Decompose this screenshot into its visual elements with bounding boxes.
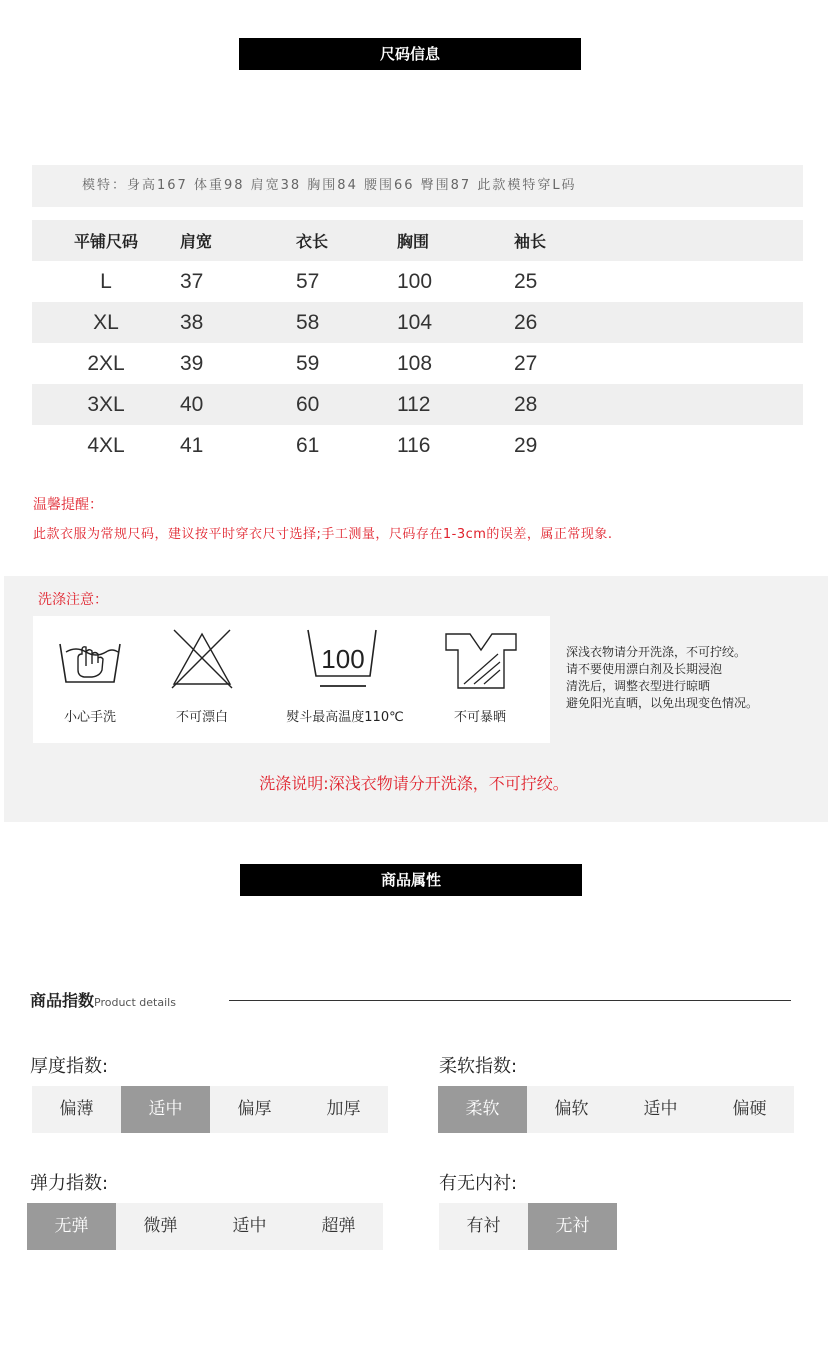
reminder-text: 此款衣服为常规尺码，建议按平时穿衣尺寸选择;手工测量，尺码存在1-3cm的误差，属正常现象. <box>33 527 613 542</box>
cell-shoulder: 40 <box>180 392 204 416</box>
washing-note: 清洗后，调整衣型进行晾晒 <box>566 679 711 693</box>
cell-sleeve: 25 <box>514 269 538 293</box>
table-row <box>32 384 803 425</box>
thickness-option-thick[interactable]: 偏厚 <box>210 1086 299 1133</box>
cell-sleeve: 27 <box>514 351 538 375</box>
softness-title-text: 柔软指数 <box>439 1056 511 1077</box>
header-length: 衣长 <box>296 232 329 251</box>
elasticity-option-medium[interactable]: 适中 <box>205 1203 294 1250</box>
details-title-en: Product details <box>94 996 176 1009</box>
thickness-title-colon: : <box>102 1056 109 1077</box>
cell-chest: 112 <box>397 392 431 416</box>
table-row <box>32 302 803 343</box>
cell-sleeve: 29 <box>514 433 538 457</box>
reminder-title: 温馨提醒： <box>33 497 103 513</box>
cell-shoulder: 38 <box>180 310 204 334</box>
table-row <box>32 261 803 302</box>
header-chest: 胸围 <box>397 232 430 251</box>
washing-title: 洗涤注意： <box>38 592 108 608</box>
elasticity-option-slight[interactable]: 微弹 <box>116 1203 205 1250</box>
cell-shoulder: 37 <box>180 269 204 293</box>
lining-options <box>439 1203 617 1250</box>
softness-option-hard[interactable]: 偏硬 <box>705 1086 794 1133</box>
cell-size: 3XL <box>87 392 125 416</box>
cell-chest: 100 <box>397 269 433 293</box>
cell-sleeve: 26 <box>514 310 538 334</box>
cell-shoulder: 41 <box>180 433 204 457</box>
cell-shoulder: 39 <box>180 351 204 375</box>
no-bleach-icon <box>170 628 234 690</box>
iron-temp-label: 熨斗最高温度110℃ <box>286 710 404 725</box>
lining-title-colon: : <box>511 1173 518 1194</box>
iron-temp-value: 100 <box>321 644 365 674</box>
no-bleach-label: 不可漂白 <box>175 710 228 725</box>
elasticity-options <box>27 1203 383 1250</box>
elasticity-title-text: 弹力指数: <box>30 1173 109 1194</box>
washing-note: 避免阳光直晒，以免出现变色情况。 <box>566 696 759 710</box>
hand-wash-icon <box>56 630 124 690</box>
elasticity-option-none[interactable]: 无弹 <box>27 1203 116 1250</box>
lining-title-text: 有无内衬 <box>439 1173 511 1194</box>
details-title-cn: 商品指数 <box>30 991 95 1010</box>
thickness-title-text: 厚度指数 <box>30 1056 102 1077</box>
model-info-bar: 模特：身高167 体重98 肩宽38 胸围84 腰围66 臀围87 此款模特穿L码 <box>32 165 803 207</box>
size-table-header <box>32 220 803 261</box>
softness-option-softish[interactable]: 偏软 <box>527 1086 616 1133</box>
size-info-banner: 尺码信息 <box>239 38 581 70</box>
thickness-option-thin[interactable]: 偏薄 <box>32 1086 121 1133</box>
thickness-option-extra-thick[interactable]: 加厚 <box>299 1086 388 1133</box>
washing-note: 请不要使用漂白剂及长期浸泡 <box>566 662 723 676</box>
details-title <box>30 988 176 1011</box>
hand-wash-label: 小心手洗 <box>63 710 116 725</box>
attributes-banner: 商品属性 <box>240 864 582 896</box>
cell-chest: 108 <box>397 351 433 375</box>
softness-option-medium[interactable]: 适中 <box>616 1086 705 1133</box>
header-sleeve: 袖长 <box>514 232 547 251</box>
cell-size: XL <box>93 310 119 334</box>
cell-length: 61 <box>296 433 320 457</box>
softness-title-colon: : <box>511 1056 518 1077</box>
cell-chest: 104 <box>397 310 433 334</box>
cell-length: 60 <box>296 392 320 416</box>
cell-chest: 116 <box>397 433 431 457</box>
lining-title <box>439 1169 517 1195</box>
washing-note: 深浅衣物请分开洗涤，不可拧绞。 <box>566 645 747 659</box>
cell-sleeve: 28 <box>514 392 538 416</box>
thickness-options <box>32 1086 388 1133</box>
no-sun-dry-label: 不可暴晒 <box>453 710 506 725</box>
cell-length: 57 <box>296 269 320 293</box>
cell-size: 4XL <box>87 433 125 457</box>
washing-footer: 洗涤说明:深浅衣物请分开洗涤，不可拧绞。 <box>259 774 569 793</box>
table-row <box>32 425 803 466</box>
thickness-title <box>30 1052 108 1078</box>
thickness-option-medium[interactable]: 适中 <box>121 1086 210 1133</box>
softness-option-soft[interactable]: 柔软 <box>438 1086 527 1133</box>
softness-title <box>439 1052 517 1078</box>
iron-temp-icon <box>306 628 378 692</box>
elasticity-option-super[interactable]: 超弹 <box>294 1203 383 1250</box>
cell-length: 58 <box>296 310 320 334</box>
no-sun-dry-icon <box>444 632 518 690</box>
lining-option-with[interactable]: 有衬 <box>439 1203 528 1250</box>
cell-size: L <box>100 269 112 293</box>
size-table <box>32 220 803 466</box>
cell-length: 59 <box>296 351 320 375</box>
softness-options <box>438 1086 794 1133</box>
table-row <box>32 343 803 384</box>
details-divider <box>229 1000 791 1001</box>
elasticity-title <box>30 1169 108 1195</box>
header-shoulder: 肩宽 <box>180 232 213 251</box>
washing-notes <box>566 644 758 712</box>
cell-size: 2XL <box>87 351 125 375</box>
header-size: 平铺尺码 <box>73 232 138 251</box>
lining-option-without[interactable]: 无衬 <box>528 1203 617 1250</box>
